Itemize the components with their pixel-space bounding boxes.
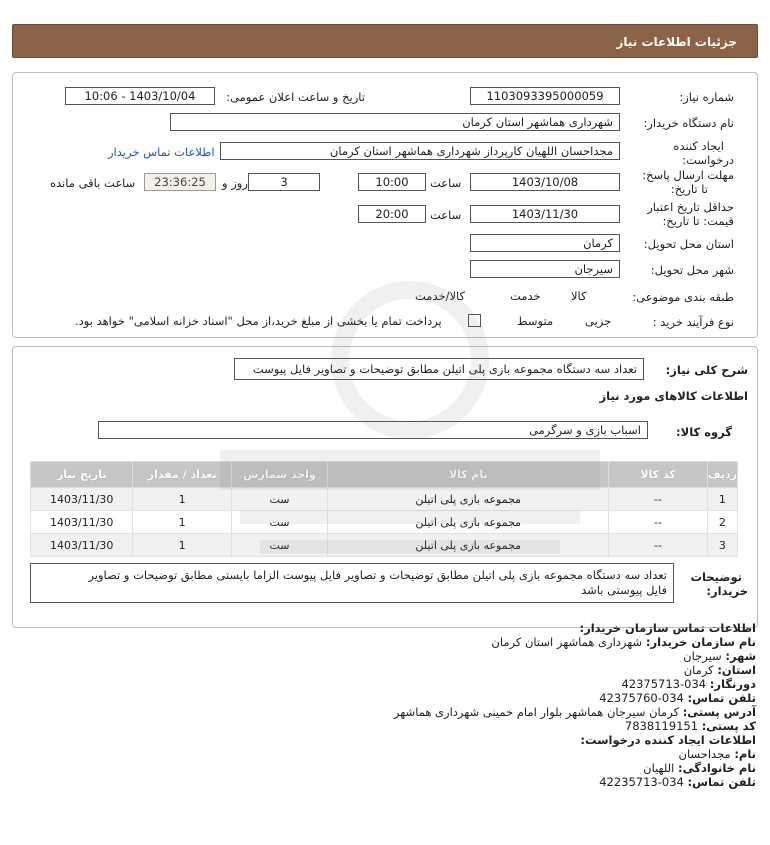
goods-table [30,461,738,557]
city-label: شهر محل تحویل: [650,263,734,277]
validity-label-1: حداقل تاریخ اعتبار [647,200,734,214]
goods-group-label: گروه کالا: [676,425,732,439]
goods-info-title: اطلاعات کالاهای مورد نیاز [599,389,748,403]
province-field[interactable]: کرمان [470,234,620,252]
table-row [31,534,738,557]
buyer-notes-line-2: فایل پیوستی باشد [581,583,667,597]
row-name: مجموعه بازی پلی اتیلن [328,534,609,557]
org-phone-line: تلفن تماس: 034-42375760 [599,691,756,705]
row-unit: ست [231,511,327,534]
creator-label-2: درخواست: [682,153,734,167]
province-label: استان محل تحویل: [643,237,734,251]
buyer-contact-link[interactable]: اطلاعات تماس خریدار [108,145,215,159]
creator-last-name-line: نام خانوادگی: اللهیان [643,761,756,775]
row-date: 1403/11/30 [31,534,133,557]
treasury-checkbox[interactable] [468,314,481,327]
org-address-line: آدرس پستی: کرمان سیرجان هماشهر بلوار امام خمینی شهرداری هماشهر [393,705,756,719]
row-date: 1403/11/30 [31,511,133,534]
need-number-field[interactable]: 1103093395000059 [470,87,620,105]
row-name: مجموعه بازی پلی اتیلن [328,488,609,511]
deadline-label-2: تا تاریخ: [670,182,708,196]
deadline-label-1: مهلت ارسال پاسخ: [642,168,734,182]
row-qty: 1 [133,534,231,557]
days-label: روز و [222,176,248,190]
validity-label-2: قیمت: تا تاریخ: [662,214,734,228]
creator-label-1: ایجاد کننده [673,139,724,153]
org-city-line: شهر: سیرجان [683,649,756,663]
row-name: مجموعه بازی پلی اتیلن [328,511,609,534]
row-index: 1 [707,488,737,511]
col-row: ردیف [707,462,737,488]
validity-time-field[interactable]: 20:00 [358,205,426,223]
creator-first-name-line: نام: مجداحسان [678,747,756,761]
row-qty: 1 [133,488,231,511]
goods-table-header [31,462,738,488]
summary-label: شرح کلی نیاز: [665,363,748,377]
creator-contact-title: اطلاعات ایجاد کننده درخواست: [580,733,756,747]
buyer-notes-label-2: خریدار: [706,584,748,598]
buyer-field[interactable]: شهرداری هماشهر استان کرمان [170,113,620,131]
row-index: 2 [707,511,737,534]
org-fax-line: دورنگار: 034-42375713 [621,677,756,691]
category-label: طبقه بندی موضوعی: [632,290,734,304]
summary-field: تعداد سه دستگاه مجموعه بازی پلی اتیلن مطابق توضیحات و تصاویر فایل پیوست [234,358,644,380]
deadline-time-label: ساعت [430,176,462,190]
deadline-date-field[interactable]: 1403/10/08 [470,173,620,191]
announce-label: تاریخ و ساعت اعلان عمومی: [226,90,365,104]
col-code: کد کالا [609,462,707,488]
need-number-label: شماره نیاز: [679,90,734,104]
buyer-label: نام دستگاه خریدار: [643,116,734,130]
row-unit: ست [231,534,327,557]
table-row [31,511,738,534]
remaining-label: ساعت باقی مانده [50,176,136,190]
buyer-notes-label-1: توضیحات [690,570,742,584]
row-code: -- [609,488,707,511]
col-date: تاریخ نیاز [31,462,133,488]
creator-field[interactable]: مجداحسان اللهیان کارپرداز شهرداری هماشهر استان کرمان [220,142,620,160]
category-goods-label: کالا [571,289,587,303]
category-service-label: خدمت [510,289,541,303]
process-minor-label: جزیی [585,314,612,328]
row-code: -- [609,511,707,534]
row-index: 3 [707,534,737,557]
org-province-line: استان: کرمان [683,663,756,677]
col-qty: تعداد / مقدار [133,462,231,488]
remaining-time-field: 23:36:25 [144,173,216,191]
validity-date-field[interactable]: 1403/11/30 [470,205,620,223]
page-title: جزئیات اطلاعات نیاز [616,35,737,49]
table-row [31,488,738,511]
row-unit: ست [231,488,327,511]
goods-group-field: اسباب بازی و سرگرمی [98,421,648,439]
days-field[interactable]: 3 [248,173,320,191]
buyer-notes-line-1: تعداد سه دستگاه مجموعه بازی پلی اتیلن مطابق توضیحات و تصاویر فایل پیوست الزاما بایستی مطابق توضیحات و تصاویر [88,568,667,582]
process-medium-label: متوسط [517,314,554,328]
announce-field[interactable]: 1403/10/04 - 10:06 [65,87,215,105]
col-unit: واحد شمارش [231,462,327,488]
city-field[interactable]: سیرجان [470,260,620,278]
category-goods-service-label: کالا/خدمت [415,289,466,303]
validity-time-label: ساعت [430,208,462,222]
org-name-line: نام سازمان خریدار: شهرداری هماشهر استان کرمان [491,635,756,649]
creator-phone-line: تلفن تماس: 034-42235713 [599,775,756,789]
row-qty: 1 [133,511,231,534]
org-postal-line: کد پستی: 7838119151 [624,719,756,733]
page-header [12,24,758,58]
org-contact-title: اطلاعات تماس سازمان خریدار: [579,621,756,635]
payment-note: پرداخت تمام یا بخشی از مبلغ خرید،از محل "اسناد خزانه اسلامی" خواهد بود. [75,314,442,328]
buyer-notes-box [30,563,674,603]
row-code: -- [609,534,707,557]
col-name: نام کالا [328,462,609,488]
row-date: 1403/11/30 [31,488,133,511]
process-label: نوع فرآیند خرید : [652,315,734,329]
deadline-time-field[interactable]: 10:00 [358,173,426,191]
